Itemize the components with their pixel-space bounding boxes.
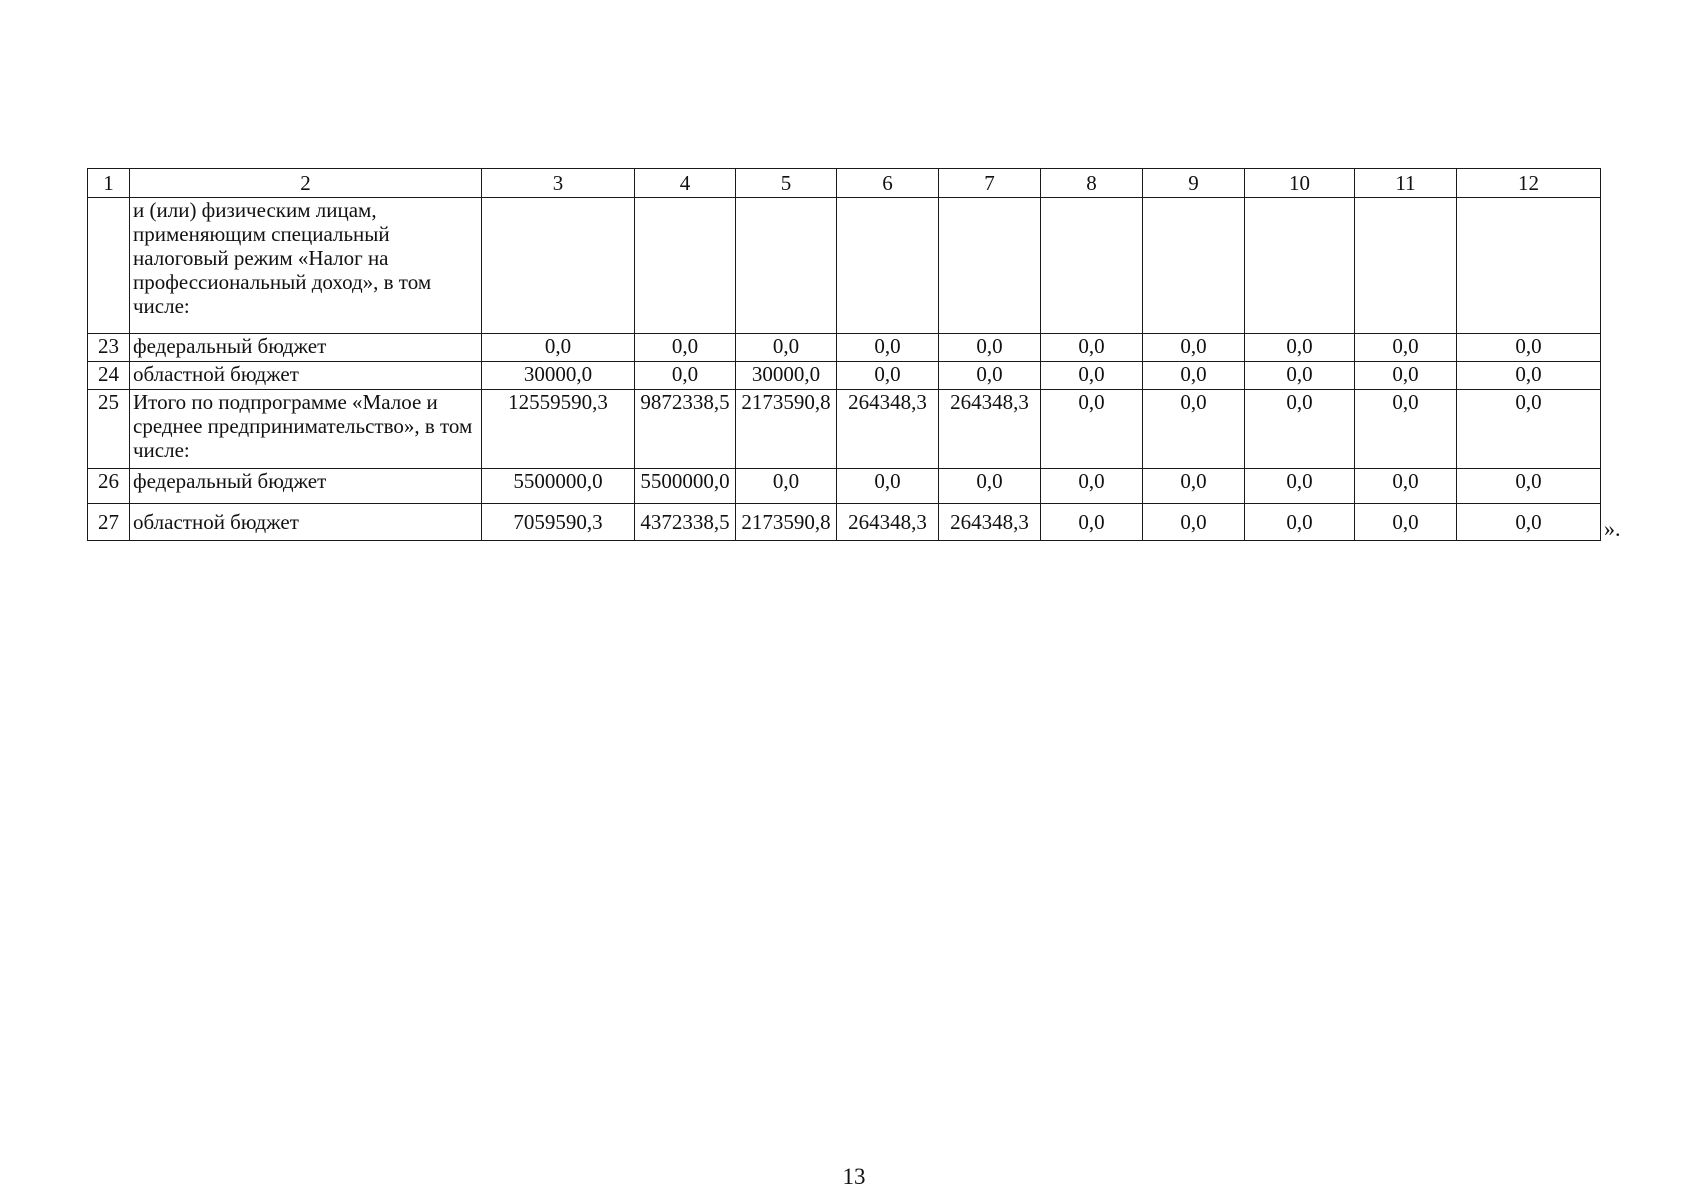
row-name-cell: федеральный бюджет xyxy=(130,469,482,504)
row-number-cell xyxy=(88,198,130,334)
row-number-cell: 24 xyxy=(88,362,130,390)
table-row xyxy=(88,469,1601,504)
value-cell: 4372338,5 xyxy=(635,504,736,541)
value-cell: 0,0 xyxy=(939,362,1041,390)
value-cell xyxy=(1143,198,1245,334)
column-number-header: 6 xyxy=(837,169,939,198)
value-cell: 264348,3 xyxy=(939,504,1041,541)
column-number-header: 4 xyxy=(635,169,736,198)
value-cell xyxy=(736,198,837,334)
value-cell: 5500000,0 xyxy=(635,469,736,504)
value-cell: 0,0 xyxy=(1355,504,1457,541)
value-cell: 7059590,3 xyxy=(482,504,635,541)
value-cell: 0,0 xyxy=(837,334,939,362)
value-cell: 0,0 xyxy=(1041,504,1143,541)
value-cell: 0,0 xyxy=(1143,390,1245,469)
value-cell: 264348,3 xyxy=(837,504,939,541)
value-cell: 0,0 xyxy=(1355,390,1457,469)
row-number-cell: 27 xyxy=(88,504,130,541)
value-cell: 0,0 xyxy=(837,469,939,504)
value-cell: 0,0 xyxy=(736,469,837,504)
value-cell: 0,0 xyxy=(635,362,736,390)
value-cell: 0,0 xyxy=(1041,469,1143,504)
value-cell xyxy=(1041,198,1143,334)
page-number: 13 xyxy=(842,1164,866,1189)
row-number-cell: 26 xyxy=(88,469,130,504)
column-number-header: 11 xyxy=(1355,169,1457,198)
value-cell: 30000,0 xyxy=(482,362,635,390)
table-row xyxy=(88,362,1601,390)
value-cell: 0,0 xyxy=(1355,362,1457,390)
value-cell: 0,0 xyxy=(1041,390,1143,469)
row-name-cell: областной бюджет xyxy=(130,504,482,541)
value-cell: 0,0 xyxy=(1245,390,1355,469)
value-cell: 0,0 xyxy=(635,334,736,362)
row-name-cell: Итого по подпрограмме «Малое и среднее предпринимательство», в том числе: xyxy=(130,390,482,469)
value-cell: 0,0 xyxy=(482,334,635,362)
column-number-header: 3 xyxy=(482,169,635,198)
value-cell: 9872338,5 xyxy=(635,390,736,469)
value-cell: 2173590,8 xyxy=(736,504,837,541)
column-number-header: 8 xyxy=(1041,169,1143,198)
table-row xyxy=(88,504,1601,541)
value-cell: 0,0 xyxy=(1457,504,1601,541)
row-name-cell: федеральный бюджет xyxy=(130,334,482,362)
value-cell: 264348,3 xyxy=(837,390,939,469)
value-cell xyxy=(1355,198,1457,334)
value-cell: 0,0 xyxy=(1355,334,1457,362)
column-number-header: 5 xyxy=(736,169,837,198)
value-cell: 5500000,0 xyxy=(482,469,635,504)
value-cell: 0,0 xyxy=(1245,504,1355,541)
value-cell: 0,0 xyxy=(1355,469,1457,504)
value-cell: 0,0 xyxy=(1143,469,1245,504)
table-row-continuation xyxy=(88,198,1601,334)
value-cell xyxy=(482,198,635,334)
value-cell: 0,0 xyxy=(1143,504,1245,541)
value-cell xyxy=(939,198,1041,334)
value-cell: 264348,3 xyxy=(939,390,1041,469)
value-cell: 0,0 xyxy=(1245,469,1355,504)
value-cell: 2173590,8 xyxy=(736,390,837,469)
value-cell: 0,0 xyxy=(1143,334,1245,362)
column-number-header: 1 xyxy=(88,169,130,198)
value-cell xyxy=(635,198,736,334)
value-cell: 0,0 xyxy=(837,362,939,390)
row-name-cell: и (или) физическим лицам, применяющим специальный налоговый режим «Налог на профессиональный доход», в том числе: xyxy=(130,198,482,334)
value-cell: 0,0 xyxy=(939,334,1041,362)
table-row-subtotal xyxy=(88,390,1601,469)
value-cell: 0,0 xyxy=(1143,362,1245,390)
column-number-header: 12 xyxy=(1457,169,1601,198)
value-cell: 0,0 xyxy=(1457,469,1601,504)
row-number-cell: 25 xyxy=(88,390,130,469)
value-cell: 0,0 xyxy=(1041,334,1143,362)
value-cell: 0,0 xyxy=(1041,362,1143,390)
value-cell: 0,0 xyxy=(1245,334,1355,362)
column-number-header: 10 xyxy=(1245,169,1355,198)
value-cell: 12559590,3 xyxy=(482,390,635,469)
row-number-cell: 23 xyxy=(88,334,130,362)
value-cell: 0,0 xyxy=(939,469,1041,504)
row-name-cell: областной бюджет xyxy=(130,362,482,390)
table-row xyxy=(88,334,1601,362)
column-number-header: 7 xyxy=(939,169,1041,198)
value-cell xyxy=(837,198,939,334)
value-cell xyxy=(1245,198,1355,334)
value-cell: 0,0 xyxy=(736,334,837,362)
table-header-row xyxy=(88,169,1601,198)
value-cell: 0,0 xyxy=(1457,334,1601,362)
budget-table xyxy=(87,168,1601,541)
value-cell xyxy=(1457,198,1601,334)
value-cell: 30000,0 xyxy=(736,362,837,390)
column-number-header: 9 xyxy=(1143,169,1245,198)
closing-quote-mark: ». xyxy=(1604,516,1621,541)
value-cell: 0,0 xyxy=(1245,362,1355,390)
column-number-header: 2 xyxy=(130,169,482,198)
value-cell: 0,0 xyxy=(1457,362,1601,390)
value-cell: 0,0 xyxy=(1457,390,1601,469)
